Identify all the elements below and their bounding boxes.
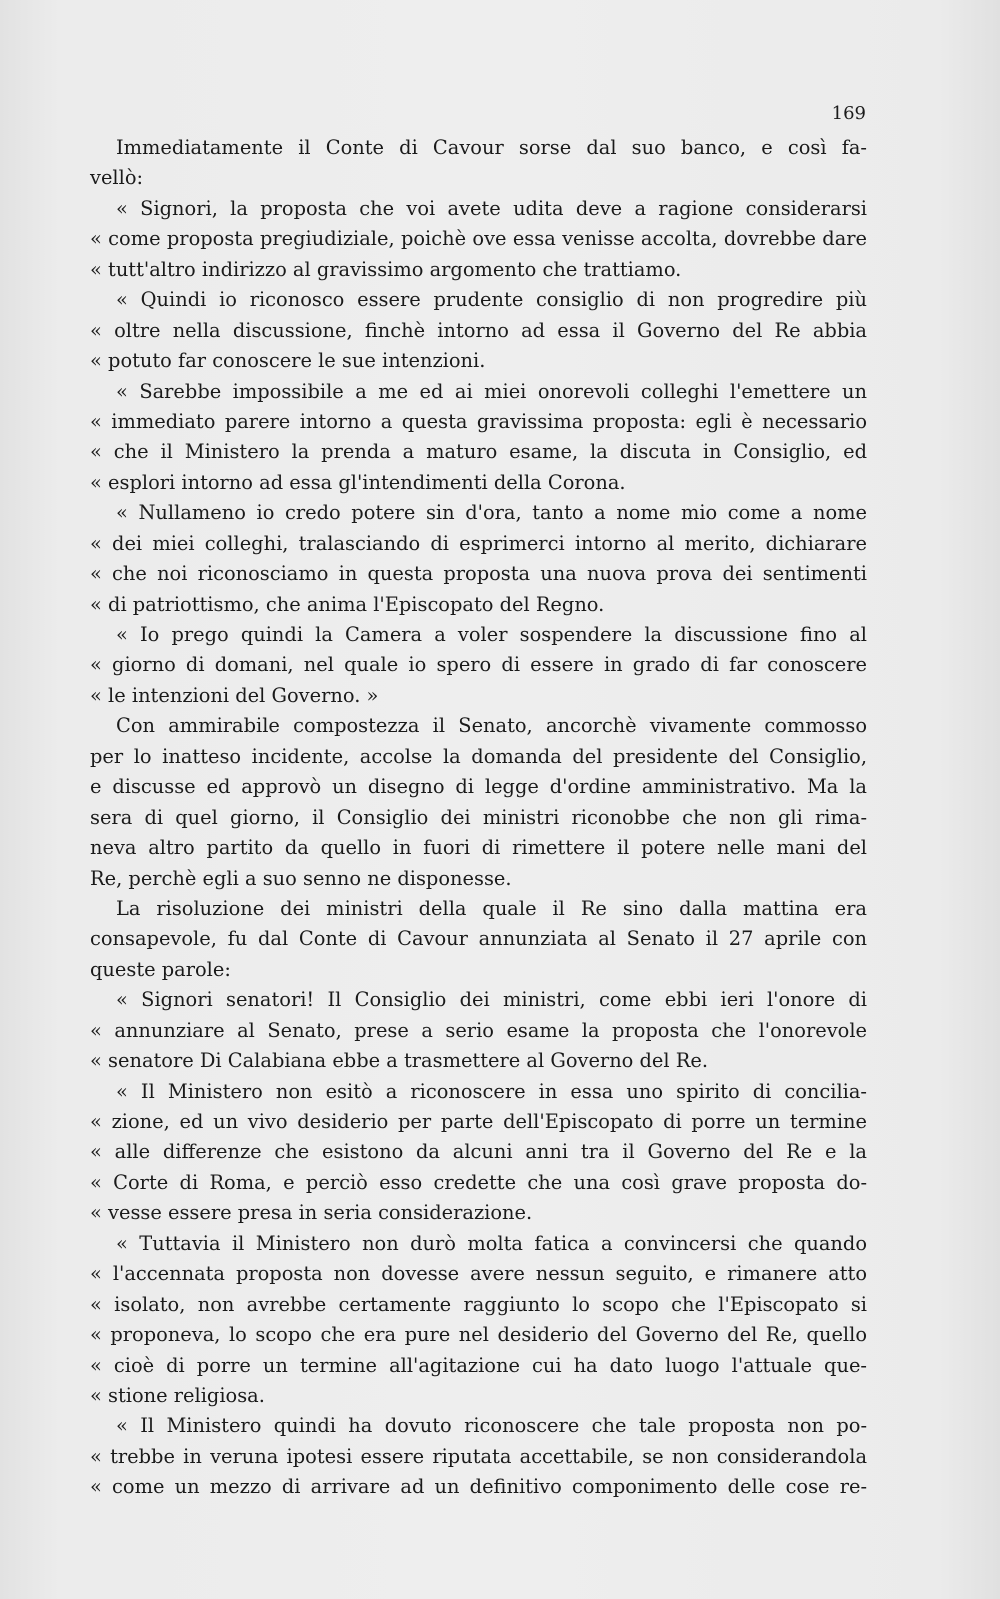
text-line: « Signori, la proposta che voi avete udita deve a ragione considerarsi: [116, 196, 867, 220]
text-line: « stione religiosa.: [90, 1383, 265, 1407]
text-line: « che noi riconosciamo in questa proposta una nuova prova dei sentimenti: [90, 562, 867, 586]
text-line: « giorno di domani, nel quale io spero di essere in grado di far conoscere: [90, 653, 867, 677]
text-line: « Quindi io riconosco essere prudente consiglio di non progredire più: [116, 288, 867, 312]
text-line: « isolato, non avrebbe certamente raggiunto lo scopo che l'Episcopato si: [90, 1292, 867, 1316]
text-line: Con ammirabile compostezza il Senato, ancorchè vivamente commosso: [116, 714, 867, 738]
text-line: « immediato parere intorno a questa gravissima proposta: egli è necessario: [90, 409, 867, 433]
text-line: « dei miei colleghi, tralasciando di esprimerci intorno al merito, dichiarare: [90, 531, 867, 555]
text-line: per lo inatteso incidente, accolse la domanda del presidente del Consiglio,: [90, 744, 867, 768]
text-line: « oltre nella discussione, finchè intorno ad essa il Governo del Re abbia: [90, 318, 867, 342]
text-line: e discusse ed approvò un disegno di legge d'ordine amministrativo. Ma la: [90, 775, 867, 799]
text-line: consapevole, fu dal Conte di Cavour annunziata al Senato il 27 aprile con: [90, 927, 867, 951]
text-line: neva altro partito da quello in fuori di rimettere il potere nelle mani del: [90, 836, 867, 860]
text-line: « che il Ministero la prenda a maturo esame, la discuta in Consiglio, ed: [90, 440, 867, 464]
text-line: « vesse essere presa in seria considerazione.: [90, 1201, 533, 1225]
text-line: Immediatamente il Conte di Cavour sorse dal suo banco, e così fa-: [116, 136, 867, 159]
text-line: « cioè di porre un termine all'agitazione cui ha dato luogo l'attuale que-: [90, 1353, 867, 1377]
page-number: 169: [831, 103, 866, 124]
text-line: La risoluzione dei ministri della quale il Re sino dalla mattina era: [116, 896, 867, 920]
text-line: « esplori intorno ad essa gl'intendimenti della Corona.: [90, 470, 626, 494]
text-line: « Io prego quindi la Camera a voler sospendere la discussione fino al: [116, 623, 867, 646]
text-line: « come un mezzo di arrivare ad un definitivo componimento delle cose re-: [90, 1475, 867, 1499]
text-line: « Signori senatori! Il Consiglio dei ministri, come ebbi ieri l'onore di: [116, 988, 867, 1012]
text-line: « tutt'altro indirizzo al gravissimo argomento che trattiamo.: [90, 257, 682, 281]
text-line: « annunziare al Senato, prese a serio esame la proposta che l'onorevole: [90, 1018, 867, 1042]
text-line: « potuto far conoscere le sue intenzioni.: [90, 349, 486, 373]
text-line: « Tuttavia il Ministero non durò molta fatica a convincersi che quando: [116, 1231, 867, 1255]
text-line: « Sarebbe impossibile a me ed ai miei onorevoli colleghi l'emettere un: [116, 379, 867, 403]
text-line: sera di quel giorno, il Consiglio dei ministri riconobbe che non gli rima-: [90, 805, 867, 829]
text-line: « Nullameno io credo potere sin d'ora, tanto a nome mio come a nome: [116, 501, 867, 525]
text-line: « Corte di Roma, e perciò esso credette che una così grave proposta do-: [90, 1170, 867, 1194]
text-line: « l'accennata proposta non dovesse avere nessun seguito, e rimanere atto: [90, 1262, 867, 1286]
text-line: « di patriottismo, che anima l'Episcopato del Regno.: [90, 592, 605, 616]
text-line: « alle differenze che esistono da alcuni anni tra il Governo del Re e la: [90, 1140, 867, 1164]
text-line: « senatore Di Calabiana ebbe a trasmettere al Governo del Re.: [90, 1049, 709, 1073]
text-line: queste parole:: [90, 957, 231, 981]
text-line: « zione, ed un vivo desiderio per parte dell'Episcopato di porre un termine: [90, 1110, 867, 1133]
text-line: vellò:: [90, 166, 144, 190]
text-line: « Il Ministero non esitò a riconoscere in essa uno spirito di concilia-: [116, 1079, 867, 1103]
text-line: « Il Ministero quindi ha dovuto riconoscere che tale proposta non po-: [116, 1414, 867, 1438]
text-line: Re, perchè egli a suo senno ne disponesse.: [90, 866, 512, 890]
text-line: « le intenzioni del Governo. »: [90, 683, 379, 707]
text-line: « proponeva, lo scopo che era pure nel desiderio del Governo del Re, quello: [90, 1323, 867, 1347]
text-line: « trebbe in veruna ipotesi essere riputata accettabile, se non considerandola: [90, 1444, 867, 1468]
body-text: [90, 133, 867, 1503]
text-line: « come proposta pregiudiziale, poichè ove essa venisse accolta, dovrebbe dare: [90, 227, 867, 251]
